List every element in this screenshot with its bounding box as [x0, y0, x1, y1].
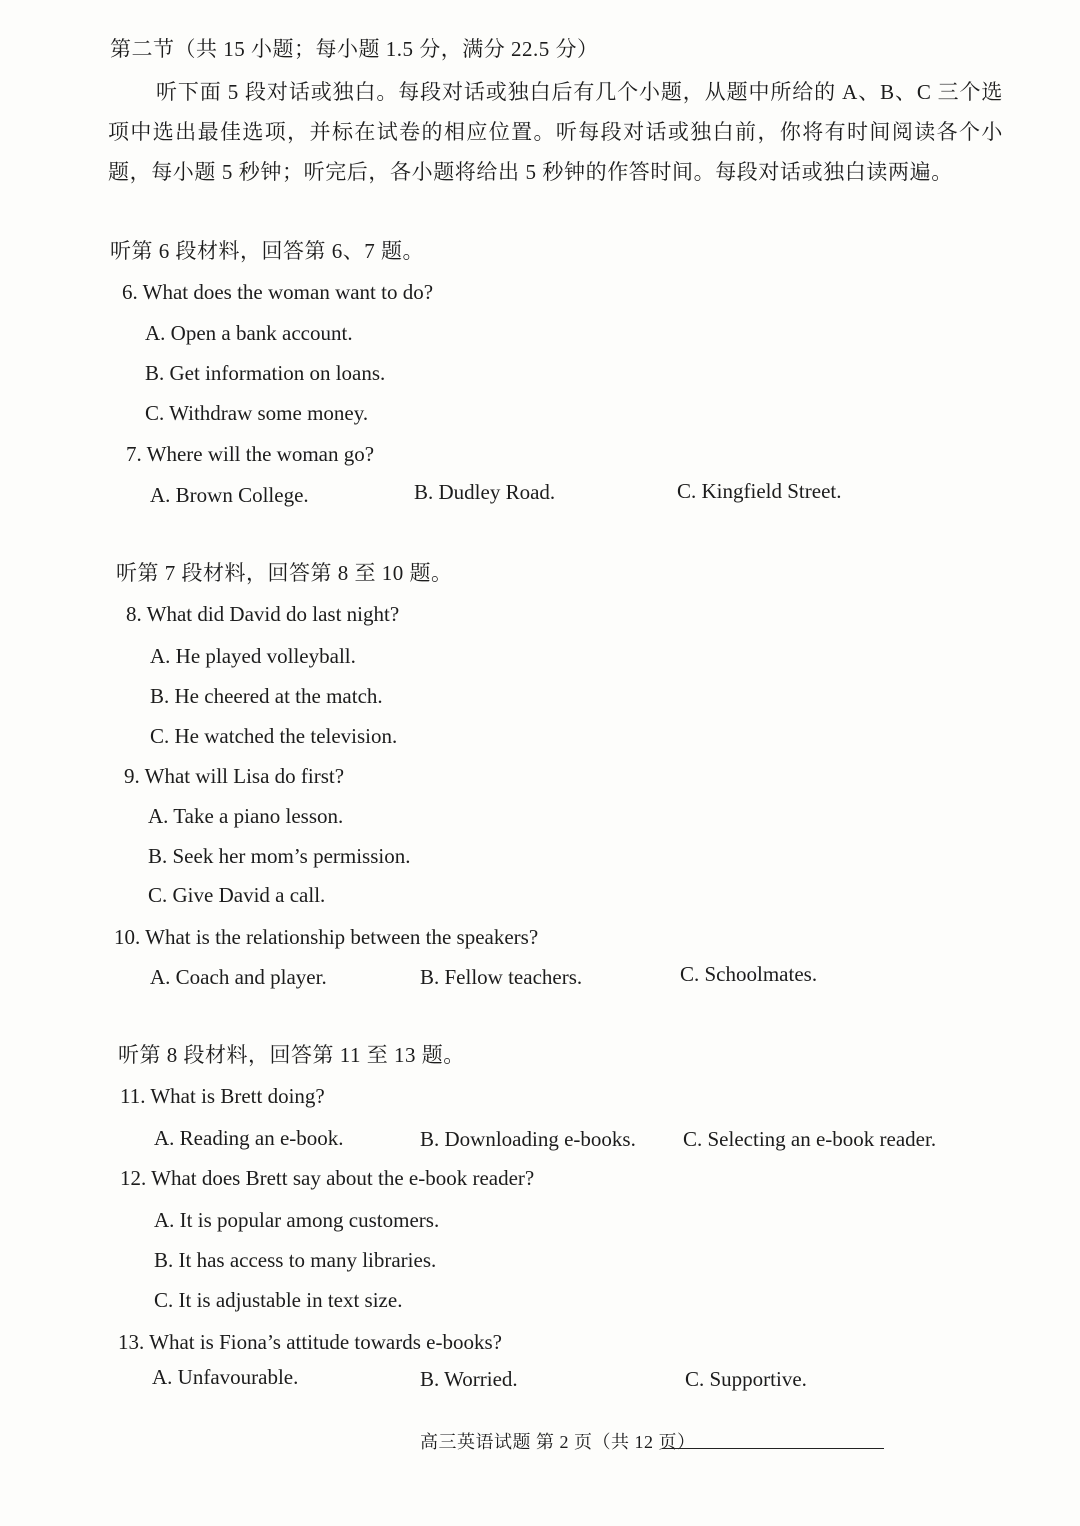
section-heading: 第二节（共 15 小题；每小题 1.5 分，满分 22.5 分） — [110, 37, 599, 61]
option-11b: B. Downloading e-books. — [420, 1127, 636, 1151]
option-10b: B. Fellow teachers. — [420, 965, 583, 989]
question-stem-8: 8. What did David do last night? — [126, 602, 400, 626]
option-12a: A. It is popular among customers. — [154, 1208, 440, 1232]
option-9b: B. Seek her mom’s permission. — [148, 844, 411, 868]
option-7b: B. Dudley Road. — [414, 480, 556, 504]
option-12c: C. It is adjustable in text size. — [154, 1288, 403, 1312]
option-11a: A. Reading an e-book. — [154, 1126, 344, 1150]
option-10c: C. Schoolmates. — [680, 962, 818, 986]
question-stem-10: 10. What is the relationship between the speakers? — [114, 925, 539, 949]
option-13b: B. Worried. — [420, 1367, 518, 1391]
option-8b: B. He cheered at the match. — [150, 684, 383, 708]
question-stem-6: 6. What does the woman want to do? — [122, 280, 434, 304]
option-12b: B. It has access to many libraries. — [154, 1248, 437, 1272]
option-13c: C. Supportive. — [685, 1367, 807, 1391]
question-stem-7: 7. Where will the woman go? — [126, 442, 375, 466]
option-10a: A. Coach and player. — [150, 965, 327, 989]
option-6c: C. Withdraw some money. — [145, 401, 369, 425]
question-stem-9: 9. What will Lisa do first? — [124, 764, 345, 788]
option-11c: C. Selecting an e-book reader. — [683, 1127, 937, 1151]
group-heading-6: 听第 6 段材料，回答第 6、7 题。 — [110, 239, 424, 263]
option-7c: C. Kingfield Street. — [677, 479, 842, 503]
option-8c: C. He watched the television. — [150, 724, 398, 748]
footer-underline — [662, 1448, 884, 1449]
section-instructions: 听下面 5 段对话或独白。每段对话或独白后有几个小题，从题中所给的 A、B、C 三个选项中选出最佳选项，并标在试卷的相应位置。听每段对话或独白前，你将有时间阅读各个小题，每小题 5 秒钟；听完后，各小题将给出 5 秒钟的作答时间。每段对话或独白读两遍。 — [108, 80, 1003, 184]
page-footer: 高三英语试题 第 2 页（共 12 页） — [420, 1432, 696, 1452]
option-7a: A. Brown College. — [150, 483, 309, 507]
option-6b: B. Get information on loans. — [145, 361, 386, 385]
option-6a: A. Open a bank account. — [145, 321, 353, 345]
option-9a: A. Take a piano lesson. — [148, 804, 344, 828]
group-heading-7: 听第 7 段材料，回答第 8 至 10 题。 — [116, 561, 453, 585]
question-stem-11: 11. What is Brett doing? — [120, 1084, 325, 1108]
question-stem-12: 12. What does Brett say about the e-book reader? — [120, 1166, 535, 1190]
question-stem-13: 13. What is Fiona’s attitude towards e-books? — [118, 1330, 502, 1354]
option-8a: A. He played volleyball. — [150, 644, 356, 668]
option-13a: A. Unfavourable. — [152, 1365, 299, 1389]
group-heading-8: 听第 8 段材料，回答第 11 至 13 题。 — [118, 1043, 465, 1067]
option-9c: C. Give David a call. — [148, 883, 326, 907]
